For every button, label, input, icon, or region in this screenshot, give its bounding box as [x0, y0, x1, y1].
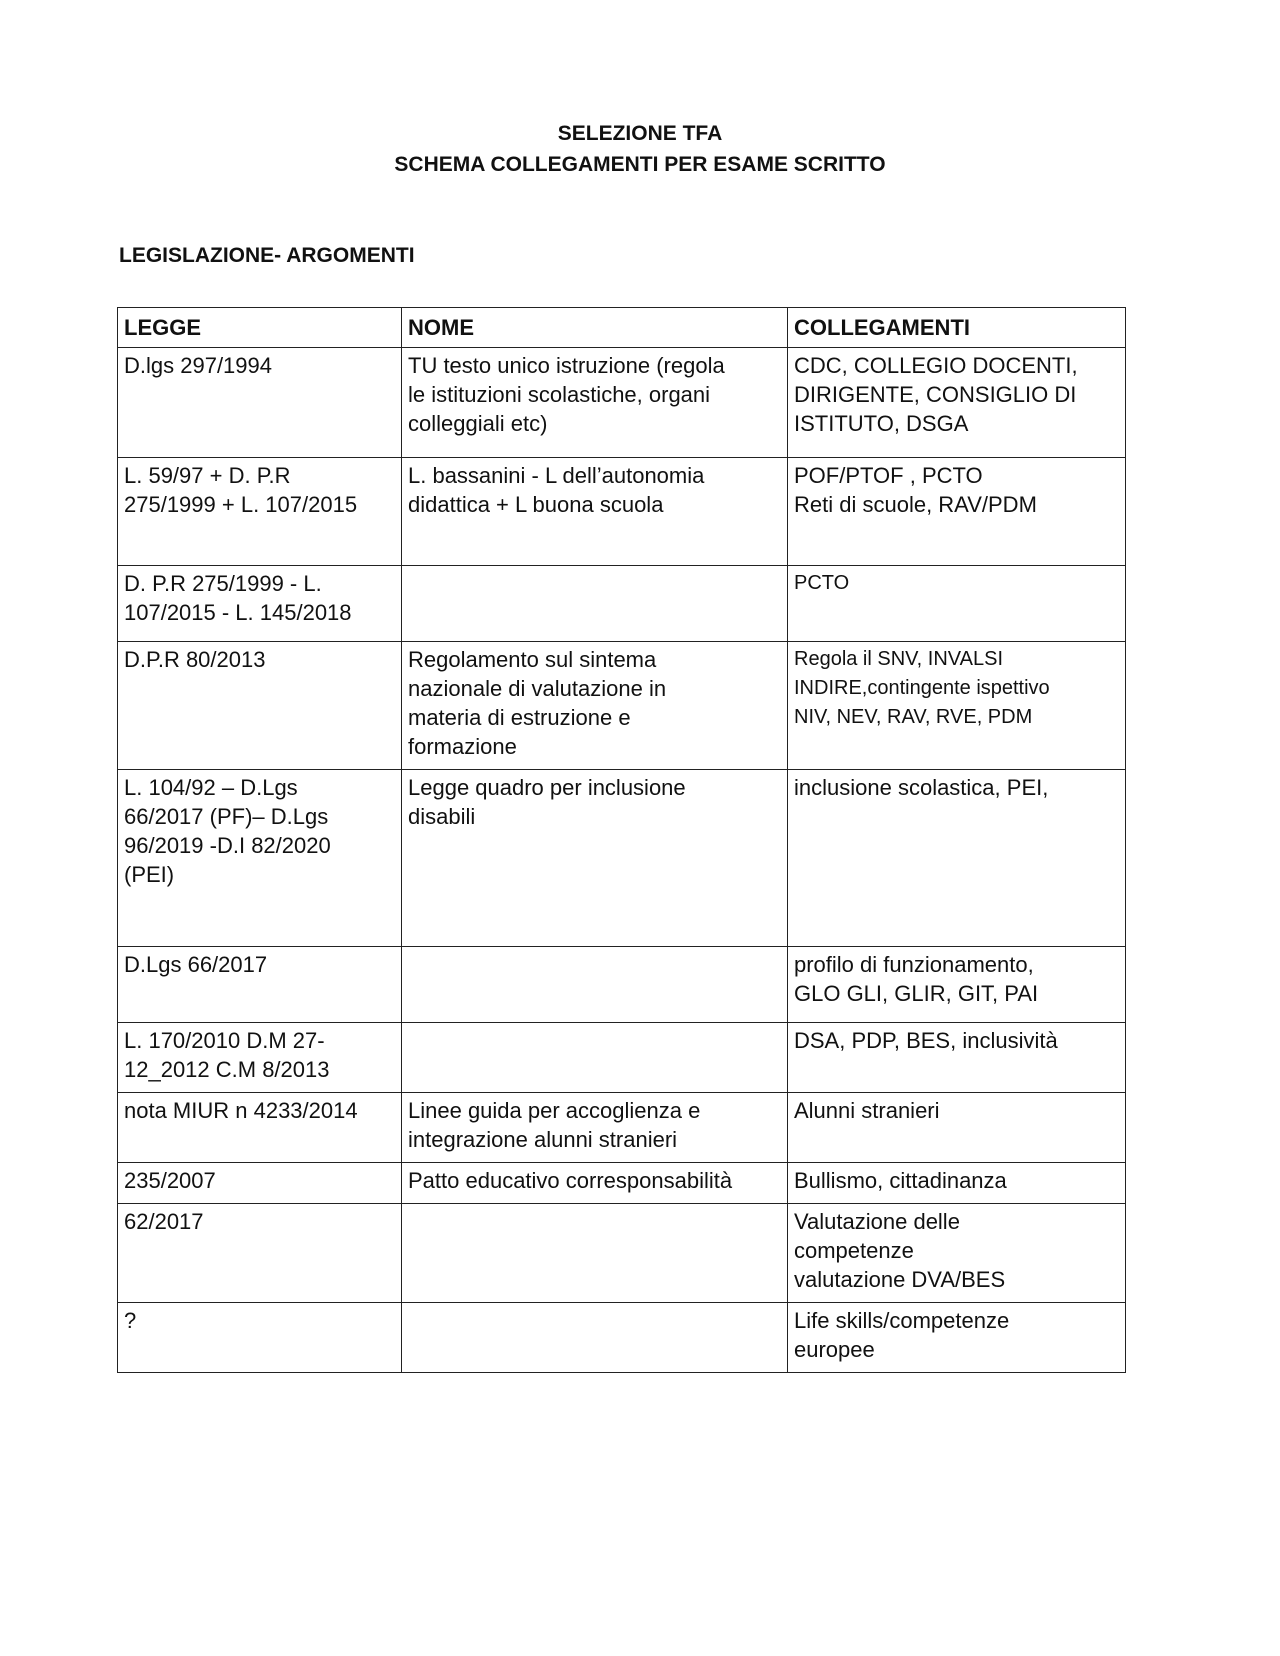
- cell-line: CDC, COLLEGIO DOCENTI,: [794, 353, 1078, 378]
- cell-line: Reti di scuole, RAV/PDM: [794, 492, 1037, 517]
- cell-line: valutazione DVA/BES: [794, 1267, 1006, 1292]
- document-subtitle: SCHEMA COLLEGAMENTI PER ESAME SCRITTO: [394, 153, 886, 176]
- cell-line: DSA, PDP, BES, inclusività: [794, 1028, 1058, 1053]
- cell-line: europee: [794, 1337, 875, 1362]
- cell-legge: [118, 1303, 402, 1373]
- cell-legge: [118, 348, 402, 458]
- cell-line: nota MIUR n 4233/2014: [124, 1098, 358, 1123]
- cell-legge: [118, 566, 402, 642]
- cell-line: profilo di funzionamento,: [794, 952, 1034, 977]
- cell-legge: [118, 770, 402, 947]
- section-heading: LEGISLAZIONE- ARGOMENTI: [119, 244, 415, 267]
- column-header-collegamenti: COLLEGAMENTI: [788, 308, 1126, 348]
- cell-line: 235/2007: [124, 1168, 216, 1193]
- cell-line: Valutazione delle: [794, 1209, 960, 1234]
- cell-nome: [402, 348, 788, 458]
- cell-line: inclusione scolastica, PEI,: [794, 775, 1049, 800]
- cell-line: (PEI): [124, 862, 175, 887]
- cell-line: D.Lgs 66/2017: [124, 952, 268, 977]
- cell-nome: [402, 1204, 788, 1303]
- cell-line: ?: [124, 1308, 137, 1333]
- cell-legge: [118, 1163, 402, 1204]
- cell-line: competenze: [794, 1238, 914, 1263]
- cell-collegamenti: [788, 1204, 1126, 1303]
- cell-line: D.P.R 80/2013: [124, 647, 266, 672]
- cell-line: 12_2012 C.M 8/2013: [124, 1057, 330, 1082]
- cell-line: 275/1999 + L. 107/2015: [124, 492, 358, 517]
- cell-line: 66/2017 (PF)– D.Lgs: [124, 804, 329, 829]
- table-row: [118, 770, 1126, 947]
- cell-line: Legge quadro per inclusione: [408, 775, 686, 800]
- cell-line: 62/2017: [124, 1209, 204, 1234]
- cell-line: Bullismo, cittadinanza: [794, 1168, 1007, 1193]
- cell-line: Life skills/competenze: [794, 1308, 1010, 1333]
- cell-line: PCTO: [794, 572, 850, 594]
- table-row: [118, 947, 1126, 1023]
- cell-line: ISTITUTO, DSGA: [794, 411, 969, 436]
- table-row: [118, 348, 1126, 458]
- cell-line: Alunni stranieri: [794, 1098, 940, 1123]
- table-row: [118, 642, 1126, 770]
- cell-line: Patto educativo corresponsabilità: [408, 1168, 733, 1193]
- cell-collegamenti: [788, 1303, 1126, 1373]
- cell-line: D.lgs 297/1994: [124, 353, 272, 378]
- cell-line: 96/2019 -D.I 82/2020: [124, 833, 331, 858]
- cell-nome: [402, 947, 788, 1023]
- cell-line: GLO GLI, GLIR, GIT, PAI: [794, 981, 1039, 1006]
- cell-legge: [118, 947, 402, 1023]
- cell-collegamenti: [788, 1093, 1126, 1163]
- cell-collegamenti: [788, 348, 1126, 458]
- cell-collegamenti: [788, 458, 1126, 566]
- cell-nome: [402, 1093, 788, 1163]
- table-row: [118, 1303, 1126, 1373]
- cell-line: 107/2015 - L. 145/2018: [124, 600, 352, 625]
- table-row: [118, 1023, 1126, 1093]
- cell-line: le istituzioni scolastiche, organi: [408, 382, 711, 407]
- table-row: [118, 1163, 1126, 1204]
- table-row: [118, 1204, 1126, 1303]
- cell-nome: [402, 1163, 788, 1204]
- document-title-block: [0, 118, 1280, 180]
- cell-line: NIV, NEV, RAV, RVE, PDM: [794, 706, 1033, 728]
- cell-collegamenti: [788, 642, 1126, 770]
- document-title: SELEZIONE TFA: [557, 122, 723, 145]
- cell-legge: [118, 642, 402, 770]
- cell-line: Regolamento sul sintema: [408, 647, 657, 672]
- cell-collegamenti: [788, 1023, 1126, 1093]
- cell-nome: [402, 770, 788, 947]
- cell-nome: [402, 566, 788, 642]
- cell-legge: [118, 458, 402, 566]
- cell-line: disabili: [408, 804, 476, 829]
- cell-line: L. 104/92 – D.Lgs: [124, 775, 298, 800]
- cell-legge: [118, 1204, 402, 1303]
- cell-line: integrazione alunni stranieri: [408, 1127, 678, 1152]
- cell-line: didattica + L buona scuola: [408, 492, 664, 517]
- cell-nome: [402, 642, 788, 770]
- cell-nome: [402, 1023, 788, 1093]
- legislation-table: [117, 307, 1126, 1373]
- cell-line: DIRIGENTE, CONSIGLIO DI: [794, 382, 1077, 407]
- cell-collegamenti: [788, 566, 1126, 642]
- cell-line: L. 170/2010 D.M 27-: [124, 1028, 325, 1053]
- cell-nome: [402, 458, 788, 566]
- table-row: [118, 458, 1126, 566]
- cell-line: POF/PTOF , PCTO: [794, 463, 983, 488]
- cell-line: L. bassanini - L dell’autonomia: [408, 463, 705, 488]
- cell-line: L. 59/97 + D. P.R: [124, 463, 291, 488]
- cell-line: INDIRE,contingente ispettivo: [794, 677, 1050, 699]
- cell-line: nazionale di valutazione in: [408, 676, 667, 701]
- cell-line: D. P.R 275/1999 - L.: [124, 571, 322, 596]
- cell-line: formazione: [408, 734, 517, 759]
- cell-collegamenti: [788, 770, 1126, 947]
- column-header-nome: NOME: [402, 308, 788, 348]
- table-row: [118, 1093, 1126, 1163]
- cell-legge: [118, 1023, 402, 1093]
- cell-legge: [118, 1093, 402, 1163]
- table-row: [118, 566, 1126, 642]
- cell-line: TU testo unico istruzione (regola: [408, 353, 725, 378]
- cell-line: Linee guida per accoglienza e: [408, 1098, 701, 1123]
- cell-collegamenti: [788, 947, 1126, 1023]
- cell-line: materia di estruzione e: [408, 705, 631, 730]
- table-header-row: [118, 308, 1126, 348]
- column-header-legge: LEGGE: [118, 308, 402, 348]
- cell-line: colleggiali etc): [408, 411, 548, 436]
- cell-collegamenti: [788, 1163, 1126, 1204]
- cell-nome: [402, 1303, 788, 1373]
- cell-line: Regola il SNV, INVALSI: [794, 648, 1003, 670]
